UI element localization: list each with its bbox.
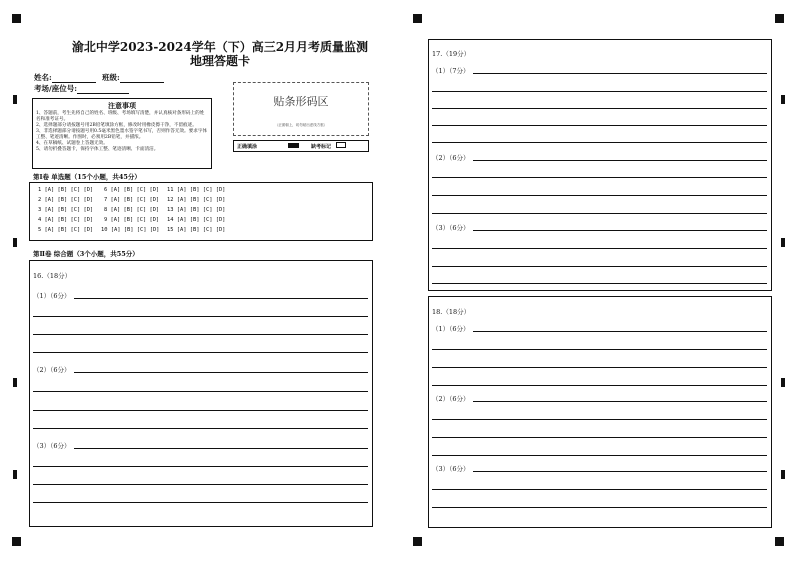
answer-line[interactable] [432,91,767,92]
q18-part3-label: （3）（6分） [432,465,470,473]
answer-line[interactable] [432,349,767,350]
answer-line[interactable] [432,142,767,143]
registration-mark [775,537,784,546]
answer-line[interactable] [33,502,368,503]
timing-mark [781,238,785,247]
name-label: 姓名: [34,73,52,82]
mc-row-6[interactable]: 6 [A] [B] [C] [D] [104,187,160,193]
answer-line[interactable] [473,401,767,402]
q16-part1-label: （1）（6分） [33,292,71,300]
answer-line[interactable] [33,428,368,429]
section1-title: 第Ⅰ卷 单选题（15个小题，共45分） [33,173,141,181]
mc-row-4[interactable]: 4 [A] [B] [C] [D] [38,217,94,223]
q17-part2-label: （2）（6分） [432,154,470,162]
q16-title: 16.（18分） [33,272,72,280]
answer-line[interactable] [74,298,368,299]
page-subtitle: 地理答题卡 [189,54,250,68]
mc-row-15[interactable]: 15 [A] [B] [C] [D] [167,227,226,233]
answer-line[interactable] [432,195,767,196]
correct-fill-label: 正确填涂 [237,144,258,150]
filled-box-icon [288,143,299,148]
absent-mark-checkbox[interactable] [336,142,346,148]
answer-line[interactable] [473,230,767,231]
page-title: 渝北中学2023-2024学年（下）高三2月月考质量监测 [71,40,369,54]
timing-mark [781,470,785,479]
answer-line[interactable] [432,213,767,214]
q17-part1-label: （1）（7分） [432,67,470,75]
barcode-area [233,82,369,136]
registration-mark [12,537,21,546]
notice-item: 1、答题前，考生先将自己的姓名、班级、考场填写清楚，并认真核对条形码上的姓名和准考证号。 [36,111,205,122]
answer-line[interactable] [432,108,767,109]
mc-row-9[interactable]: 9 [A] [B] [C] [D] [104,217,160,223]
seat-field[interactable] [34,83,129,94]
answer-line[interactable] [33,391,368,392]
mc-row-1[interactable]: 1 [A] [B] [C] [D] [38,187,94,193]
answer-panel-q17 [428,39,772,291]
answer-line[interactable] [74,372,368,373]
answer-line[interactable] [432,248,767,249]
mc-row-7[interactable]: 7 [A] [B] [C] [D] [104,197,160,203]
notice-item: 5、请勿折叠答题卡，保持字体工整、笔迹清晰、卡面清洁。 [36,147,159,152]
name-field[interactable] [34,72,96,83]
answer-line[interactable] [432,507,767,508]
answer-line[interactable] [33,466,368,467]
answer-line[interactable] [432,489,767,490]
mc-row-12[interactable]: 12 [A] [B] [C] [D] [167,197,226,203]
answer-line[interactable] [33,484,368,485]
mc-row-10[interactable]: 10 [A] [B] [C] [D] [101,227,160,233]
mc-row-5[interactable]: 5 [A] [B] [C] [D] [38,227,94,233]
notice-item: 4、在草稿纸、试题卷上答题无效。 [36,141,108,146]
absent-mark-label: 缺考标记 [311,144,332,150]
answer-line[interactable] [432,419,767,420]
q16-part2-label: （2）（6分） [33,366,71,374]
answer-line[interactable] [432,437,767,438]
mc-row-3[interactable]: 3 [A] [B] [C] [D] [38,207,94,213]
barcode-hint: （正面朝上，切勿贴出虚线方框） [274,123,328,127]
answer-line[interactable] [33,334,368,335]
notice-title: 注意事项 [108,101,136,110]
q18-part2-label: （2）（6分） [432,395,470,403]
q18-title: 18.（18分） [432,308,471,316]
q17-part3-label: （3）（6分） [432,224,470,232]
q16-part3-label: （3）（6分） [33,442,71,450]
answer-line[interactable] [473,331,767,332]
answer-line[interactable] [33,316,368,317]
timing-mark [781,95,785,104]
mc-row-2[interactable]: 2 [A] [B] [C] [D] [38,197,94,203]
answer-line[interactable] [432,177,767,178]
timing-mark [13,238,17,247]
fill-example [233,140,369,152]
answer-panel-q18 [428,296,772,528]
registration-mark [413,537,422,546]
answer-line[interactable] [432,455,767,456]
timing-mark [13,470,17,479]
multiple-choice-grid [29,182,373,241]
answer-panel-q16 [29,260,373,527]
registration-mark [12,14,21,23]
registration-mark [775,14,784,23]
notice-box [32,98,212,169]
answer-line[interactable] [432,283,767,284]
notice-item: 2、选择题部分请按题号用2B铅笔填涂方框，修改时用橡皮擦干净，不留痕迹。 [36,123,197,128]
answer-line[interactable] [432,367,767,368]
answer-line[interactable] [432,385,767,386]
answer-line[interactable] [74,448,368,449]
q17-title: 17.（19分） [432,50,471,58]
timing-mark [13,378,17,387]
notice-item: 3、非选择题部分请按题号用0.5毫米黑色墨水签字笔书写，否则作答无效。要求字体工整、笔迹清晰。作图时，必须用2B铅笔，并描浓。 [36,129,208,140]
section2-title: 第Ⅱ卷 综合题（3个小题，共55分） [33,250,139,258]
answer-line[interactable] [473,471,767,472]
answer-line[interactable] [432,125,767,126]
answer-line[interactable] [473,160,767,161]
answer-line[interactable] [33,410,368,411]
answer-line[interactable] [33,352,368,353]
q18-part1-label: （1）（6分） [432,325,470,333]
class-label: 班级: [102,73,120,82]
mc-row-14[interactable]: 14 [A] [B] [C] [D] [167,217,226,223]
answer-line[interactable] [473,73,767,74]
timing-mark [781,378,785,387]
answer-line[interactable] [432,266,767,267]
mc-row-13[interactable]: 13 [A] [B] [C] [D] [167,207,226,213]
mc-row-11[interactable]: 11 [A] [B] [C] [D] [167,187,226,193]
registration-mark [413,14,422,23]
barcode-label: 贴条形码区 [273,95,329,108]
mc-row-8[interactable]: 8 [A] [B] [C] [D] [104,207,160,213]
seat-label: 考场/座位号: [34,84,78,93]
timing-mark [13,95,17,104]
class-field[interactable] [102,72,164,83]
